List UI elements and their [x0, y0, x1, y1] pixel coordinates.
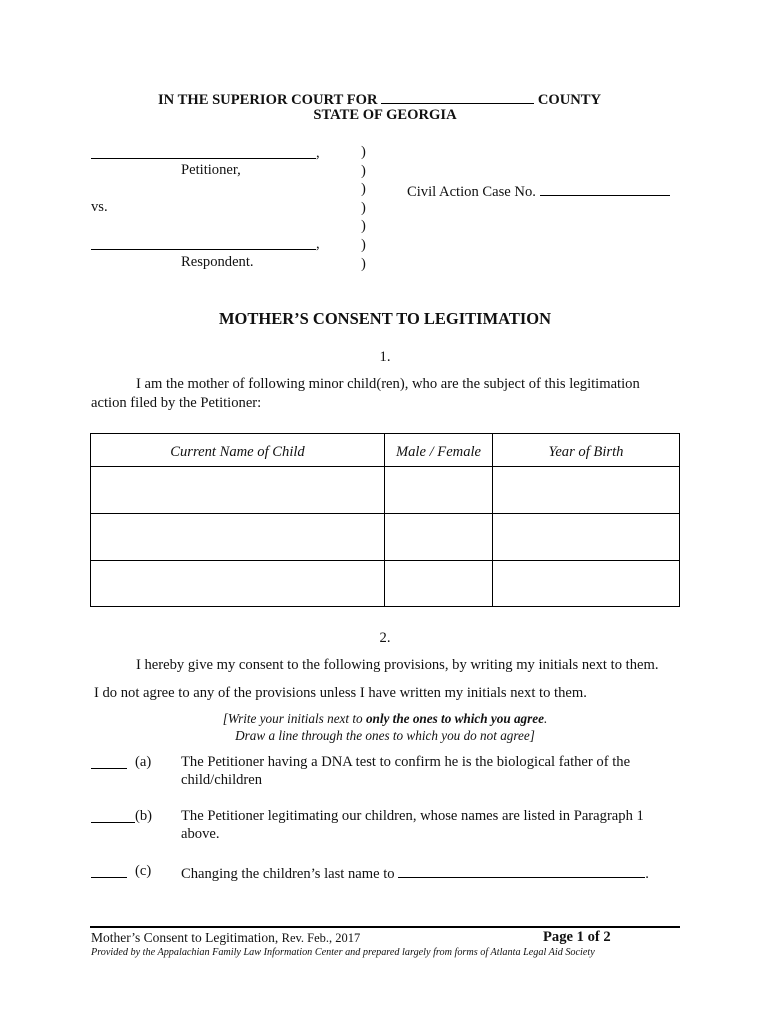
- document-title: MOTHER’S CONSENT TO LEGITIMATION: [218, 309, 552, 328]
- state-heading: STATE OF GEORGIA: [313, 107, 457, 123]
- provision-c-period: .: [645, 866, 649, 882]
- new-last-name-field[interactable]: [398, 863, 645, 878]
- paren: ): [361, 199, 366, 216]
- section-1-text-line2: action filed by the Petitioner:: [91, 395, 262, 411]
- table-divider: [91, 466, 679, 467]
- paren: ): [361, 255, 366, 272]
- section-2-number: 2.: [379, 630, 391, 646]
- provision-a-marker: (a): [135, 754, 152, 770]
- children-table: [90, 433, 680, 607]
- paren: ): [361, 236, 366, 253]
- section-2-text-line1: I hereby give my consent to the following provisions, by writing my initials next to them.: [136, 657, 659, 673]
- provision-a-line2: child/children: [181, 772, 263, 788]
- instruction-line2: Draw a line through the ones to which you do not agree]: [235, 728, 535, 743]
- table-header-year: Year of Birth: [548, 444, 624, 460]
- provision-c-text: Changing the children’s last name to: [181, 866, 395, 882]
- petitioner-comma: ,: [316, 145, 320, 161]
- provision-c-marker: (c): [135, 863, 152, 879]
- footer-divider: [90, 926, 680, 928]
- table-header-name: Current Name of Child: [170, 444, 305, 460]
- table-cell-sex-row1[interactable]: [387, 468, 489, 511]
- instruction-bold: only the ones to which you agree: [365, 711, 544, 726]
- footer-credit: Provided by the Appalachian Family Law Information Center and prepared largely from forms of Atlanta Legal Aid Society: [91, 947, 595, 958]
- court-header-line: [158, 89, 601, 109]
- initials-field-b[interactable]: [91, 808, 135, 823]
- provision-a-line1: The Petitioner having a DNA test to confirm he is the biological father of the: [181, 754, 631, 770]
- table-cell-year-row1[interactable]: [495, 468, 677, 511]
- court-prefix: IN THE SUPERIOR COURT FOR: [158, 92, 378, 108]
- paren: ): [361, 144, 366, 160]
- paren: ): [361, 181, 366, 198]
- table-cell-sex-row3[interactable]: [387, 562, 489, 604]
- provision-c-line: [181, 863, 649, 883]
- table-cell-year-row3[interactable]: [495, 562, 677, 604]
- initials-field-c[interactable]: [91, 863, 127, 878]
- table-header-sex: Male / Female: [395, 444, 482, 460]
- table-divider: [91, 560, 679, 561]
- civil-action-line: [407, 181, 670, 201]
- caption-parentheses: [361, 143, 373, 273]
- footer-title-text: Mother’s Consent to Legitimation,: [91, 930, 279, 945]
- case-number-field[interactable]: [540, 181, 670, 196]
- paren: ): [361, 218, 366, 235]
- table-cell-name-row2[interactable]: [93, 515, 381, 558]
- section-1-number: 1.: [379, 349, 391, 365]
- instruction-line1: [150, 711, 620, 727]
- instruction-part1: [Write your initials next to: [222, 711, 366, 726]
- table-cell-name-row1[interactable]: [93, 468, 381, 511]
- paren: ): [361, 162, 366, 179]
- footer-form-title: [91, 930, 360, 946]
- county-name-field[interactable]: [381, 89, 534, 104]
- section-2-text-line2: I do not agree to any of the provisions unless I have written my initials next to them.: [94, 685, 587, 701]
- table-cell-year-row2[interactable]: [495, 515, 677, 558]
- civil-action-label: Civil Action Case No.: [407, 184, 536, 200]
- initials-field-a[interactable]: [91, 754, 127, 769]
- respondent-comma: ,: [316, 236, 320, 252]
- table-cell-sex-row2[interactable]: [387, 515, 489, 558]
- petitioner-label: Petitioner,: [181, 162, 241, 178]
- footer-revision: Rev. Feb., 2017: [281, 931, 361, 945]
- table-cell-name-row3[interactable]: [93, 562, 381, 604]
- petitioner-name-line[interactable]: [91, 148, 316, 159]
- instruction-part2: .: [543, 711, 548, 726]
- provision-b-line2: above.: [181, 826, 220, 842]
- provision-b-marker: (b): [135, 808, 153, 824]
- respondent-name-line[interactable]: [91, 239, 316, 250]
- vs-label: vs.: [91, 199, 108, 215]
- court-suffix: COUNTY: [537, 92, 602, 108]
- footer-page-number: Page 1 of 2: [543, 929, 611, 945]
- respondent-label: Respondent.: [181, 254, 254, 270]
- table-divider: [91, 513, 679, 514]
- section-1-text-line1: I am the mother of following minor child(ren), who are the subject of this legitimation: [136, 376, 640, 392]
- provision-b-line1: The Petitioner legitimating our children, whose names are listed in Paragraph 1: [181, 808, 644, 824]
